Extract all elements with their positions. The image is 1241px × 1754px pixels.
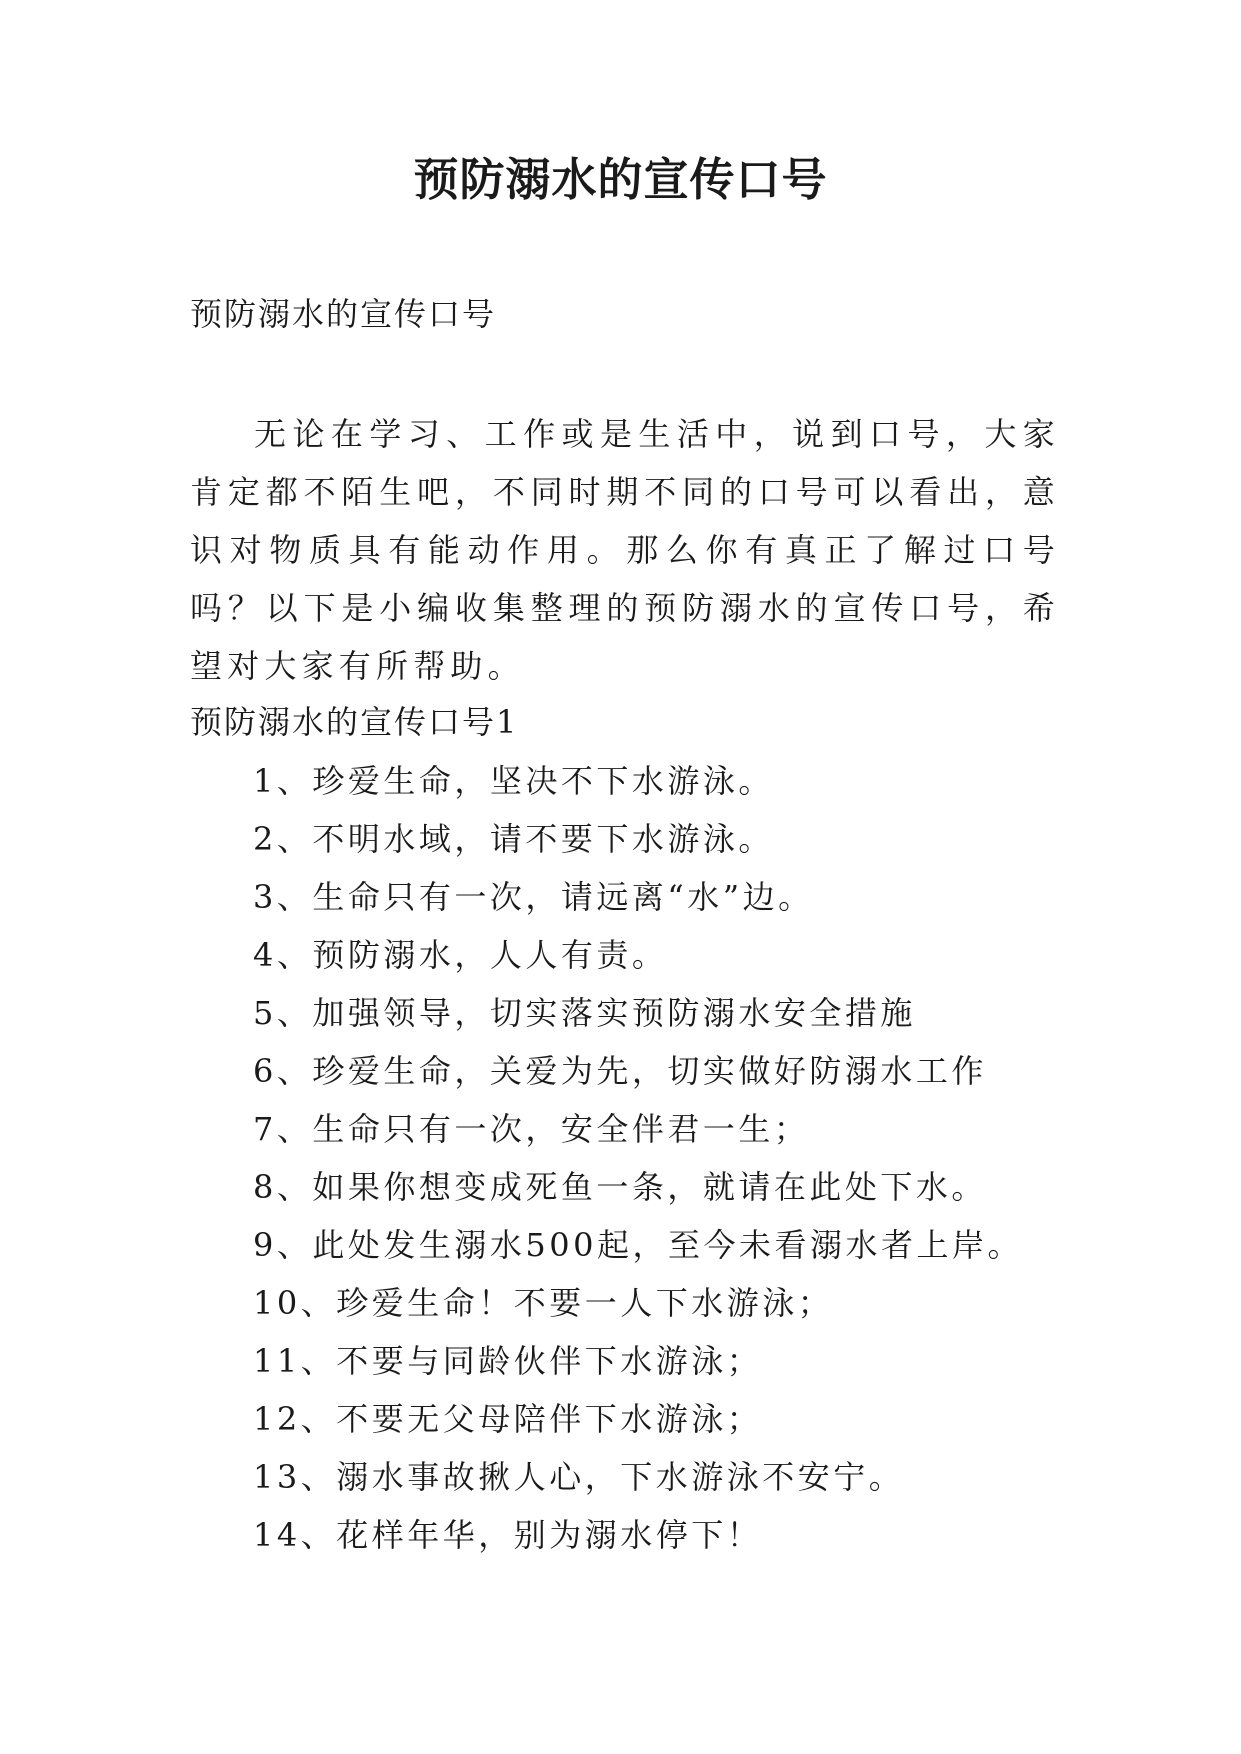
slogan-item: 10、珍爱生命！不要一人下水游泳； bbox=[253, 1284, 834, 1322]
document-title: 预防溺水的宣传口号 bbox=[413, 153, 828, 206]
slogan-item: 11、不要与同龄伙伴下水游泳； bbox=[253, 1342, 763, 1380]
slogan-item: 2、不明水域，请不要下水游泳。 bbox=[253, 820, 774, 858]
slogan-item: 1、珍爱生命，坚决不下水游泳。 bbox=[253, 762, 774, 800]
slogan-item: 5、加强领导，切实落实预防溺水安全措施 bbox=[253, 994, 916, 1032]
slogan-list bbox=[253, 752, 1023, 1564]
slogan-item: 13、溺水事故揪人心，下水游泳不安宁。 bbox=[253, 1458, 905, 1496]
slogan-item: 4、预防溺水，人人有责。 bbox=[253, 936, 668, 974]
slogan-item: 7、生命只有一次，安全伴君一生； bbox=[253, 1110, 810, 1148]
slogan-item: 3、生命只有一次，请远离“水”边。 bbox=[253, 878, 814, 916]
slogan-item: 6、珍爱生命，关爱为先，切实做好防溺水工作 bbox=[253, 1052, 987, 1090]
slogan-item: 14、花样年华，别为溺水停下！ bbox=[253, 1516, 763, 1554]
slogan-item: 12、不要无父母陪伴下水游泳； bbox=[253, 1400, 763, 1438]
document-subtitle: 预防溺水的宣传口号 bbox=[190, 295, 497, 333]
intro-paragraph: 无论在学习、工作或是生活中，说到口号，大家肯定都不陌生吧，不同时期不同的口号可以看出，意识对物质具有能动作用。那么你有真正了解过口号吗？以下是小编收集整理的预防溺水的宣传口号，希望对大家有所帮助。 bbox=[190, 415, 1060, 685]
slogan-item: 9、此处发生溺水500起，至今未看溺水者上岸。 bbox=[253, 1226, 1023, 1264]
slogan-item: 8、如果你想变成死鱼一条，就请在此处下水。 bbox=[253, 1168, 987, 1206]
section-heading: 预防溺水的宣传口号1 bbox=[190, 703, 519, 741]
